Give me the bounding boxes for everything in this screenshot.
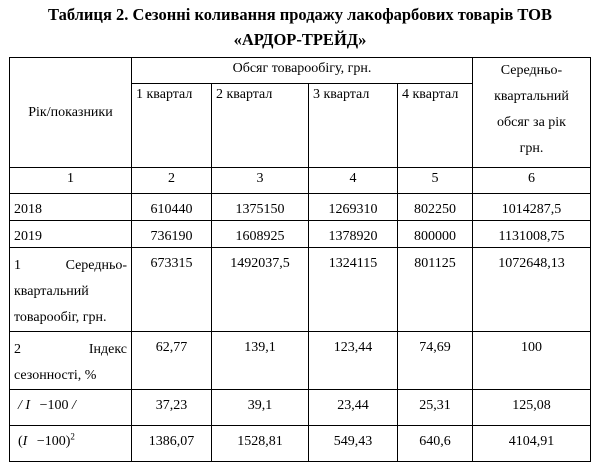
formula-exponent: 2 xyxy=(70,431,75,442)
header-row-label-text: Рік/показники xyxy=(28,105,113,120)
row-label-2019: 2019 xyxy=(10,221,132,248)
cell-abs-q4: 25,31 xyxy=(398,390,473,426)
col-number-1: 1 xyxy=(10,168,132,194)
cell-avg-q4: 801125 xyxy=(398,248,473,332)
row-label-avg xyxy=(10,248,132,332)
header-row-1 xyxy=(10,58,591,84)
col-number-2: 2 xyxy=(132,168,212,194)
cell-2018-q3: 1269310 xyxy=(309,194,398,221)
table-row xyxy=(10,426,591,462)
cell-abs-q2: 39,1 xyxy=(212,390,309,426)
cell-index-q4: 74,69 xyxy=(398,332,473,390)
row-label-index-line-2: сезонності, % xyxy=(14,368,97,383)
header-q4: 4 квартал xyxy=(398,84,473,168)
cell-abs-q3: 23,44 xyxy=(309,390,398,426)
cell-abs-q1: 37,23 xyxy=(132,390,212,426)
formula-minus: −100 xyxy=(39,398,69,413)
table-row xyxy=(10,332,591,390)
col-number-6: 6 xyxy=(473,168,591,194)
header-q2: 2 квартал xyxy=(212,84,309,168)
formula-close: ) xyxy=(65,434,71,449)
header-q1: 1 квартал xyxy=(132,84,212,168)
col-number-4: 4 xyxy=(309,168,398,194)
cell-2018-q1: 610440 xyxy=(132,194,212,221)
row-label-avg-num: 1 xyxy=(14,258,21,273)
row-label-index-line-1 xyxy=(14,337,127,363)
cell-avg-q3: 1324115 xyxy=(309,248,398,332)
header-group-label: Обсяг товарообігу, грн. xyxy=(232,61,372,76)
cell-2019-q2: 1608925 xyxy=(212,221,309,248)
header-row-label xyxy=(10,58,132,168)
formula-open: / xyxy=(18,398,22,413)
table-row xyxy=(10,390,591,426)
row-label-avg-line-3: товарообіг, грн. xyxy=(14,310,107,325)
header-group xyxy=(132,58,473,84)
row-label-sq-deviation xyxy=(10,426,132,462)
table-row xyxy=(10,221,591,248)
cell-sq-q4: 640,6 xyxy=(398,426,473,462)
header-avg-line-3: обсяг за рік xyxy=(497,115,566,130)
row-label-avg-line-1 xyxy=(14,253,127,279)
col-number-3: 3 xyxy=(212,168,309,194)
row-label-2018: 2018 xyxy=(10,194,132,221)
formula-var: I xyxy=(25,398,31,413)
title-line-2: «АРДОР-ТРЕЙД» xyxy=(233,30,367,49)
header-avg-line-2: квартальний xyxy=(494,89,569,104)
row-label-avg-line-2: квартальний xyxy=(14,284,89,299)
formula-close: / xyxy=(71,398,76,413)
cell-index-q3: 123,44 xyxy=(309,332,398,390)
cell-avg-avg: 1072648,13 xyxy=(473,248,591,332)
cell-abs-avg: 125,08 xyxy=(473,390,591,426)
cell-sq-q3: 549,43 xyxy=(309,426,398,462)
table-row xyxy=(10,194,591,221)
seasonality-table xyxy=(9,57,591,462)
table-title xyxy=(0,2,600,52)
row-label-index-num: 2 xyxy=(14,342,21,357)
row-label-index xyxy=(10,332,132,390)
cell-2019-q1: 736190 xyxy=(132,221,212,248)
col-number-5: 5 xyxy=(398,168,473,194)
formula-minus: −100 xyxy=(36,434,66,449)
title-line-1: Таблиця 2. Сезонні коливання продажу лакофарбових товарів ТОВ xyxy=(47,5,553,24)
cell-2019-q3: 1378920 xyxy=(309,221,398,248)
cell-2018-q2: 1375150 xyxy=(212,194,309,221)
cell-index-q2: 139,1 xyxy=(212,332,309,390)
cell-index-q1: 62,77 xyxy=(132,332,212,390)
cell-2018-q4: 802250 xyxy=(398,194,473,221)
cell-2019-avg: 1131008,75 xyxy=(473,221,591,248)
header-avg xyxy=(473,58,591,168)
row-label-abs-deviation xyxy=(10,390,132,426)
cell-sq-q1: 1386,07 xyxy=(132,426,212,462)
cell-2018-avg: 1014287,5 xyxy=(473,194,591,221)
column-number-row xyxy=(10,168,591,194)
formula-var: I xyxy=(22,434,28,449)
header-q3: 3 квартал xyxy=(309,84,398,168)
cell-sq-avg: 4104,91 xyxy=(473,426,591,462)
header-avg-line-4: грн. xyxy=(519,141,544,156)
header-avg-line-1: Середньо- xyxy=(500,63,563,78)
cell-avg-q2: 1492037,5 xyxy=(212,248,309,332)
formula-open: ( xyxy=(18,434,23,449)
cell-avg-q1: 673315 xyxy=(132,248,212,332)
cell-sq-q2: 1528,81 xyxy=(212,426,309,462)
table-row xyxy=(10,248,591,332)
row-label-index-word: Індекс xyxy=(88,342,127,357)
cell-index-avg: 100 xyxy=(473,332,591,390)
cell-2019-q4: 800000 xyxy=(398,221,473,248)
row-label-avg-word: Середньо- xyxy=(65,258,127,273)
